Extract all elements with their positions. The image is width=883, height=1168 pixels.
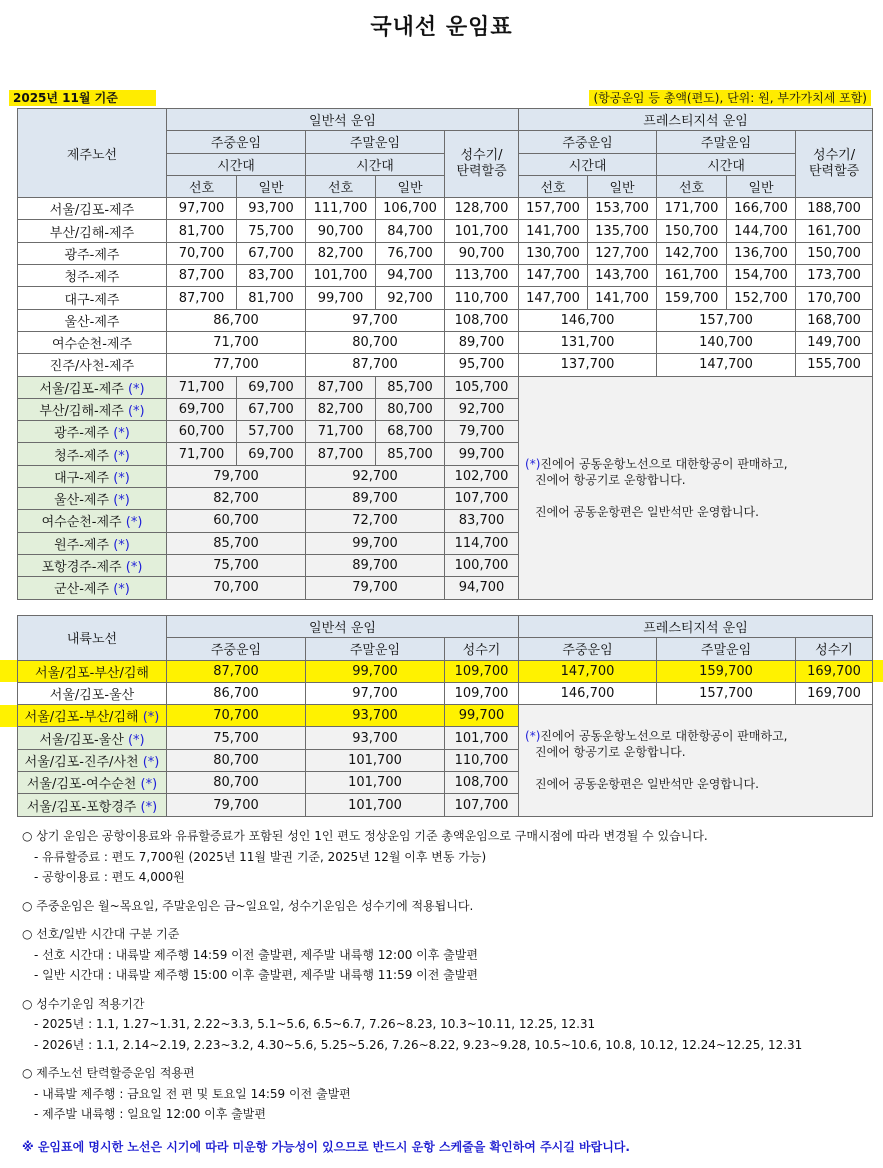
table-row [18, 705, 873, 727]
codeshare-mark: (*) [127, 404, 145, 419]
codeshare-note-line [525, 456, 866, 472]
fare-cell: 70,700 [167, 705, 306, 727]
fare-cell: 153,700 [588, 198, 657, 220]
note-subitem: - 내륙발 제주행 : 금요일 전 편 및 토요일 14:59 이전 출발편 [34, 1086, 351, 1101]
fare-cell: 80,700 [376, 398, 445, 420]
fare-cell: 128,700 [445, 198, 519, 220]
fare-cell: 70,700 [167, 242, 237, 264]
fare-cell: 110,700 [445, 749, 519, 771]
weekday-header: 주중운임 [519, 131, 657, 153]
fare-cell: 87,700 [167, 265, 237, 287]
weekend-header: 주말운임 [657, 131, 796, 153]
note-subitem: - 유류할증료 : 편도 7,700원 (2025년 11월 발권 기준, 2025년 12월 이후 변동 가능) [34, 849, 487, 864]
fare-cell: 157,700 [519, 198, 588, 220]
fare-cell: 80,700 [167, 749, 306, 771]
route-cell [18, 443, 167, 465]
note-subitem: - 2026년 : 1.1, 2.14~2.19, 2.23~3.2, 4.30~5.6, 5.25~5.26, 7.26~8.22, 9.23~9.28, 10.5~10.6, 10.8, 10.12, 12.24~12.25, 12.31 [34, 1037, 803, 1052]
fare-cell: 169,700 [796, 682, 873, 704]
fare-cell: 86,700 [167, 682, 306, 704]
general-header: 일반 [376, 175, 445, 197]
weekend-header: 주말운임 [306, 638, 445, 660]
fare-cell: 166,700 [727, 198, 796, 220]
route-cell [18, 265, 167, 287]
route-name: 청주-제주 [54, 448, 110, 464]
fare-cell: 69,700 [237, 376, 306, 398]
route-cell [18, 398, 167, 420]
table-row [18, 682, 873, 704]
fare-cell: 60,700 [167, 421, 237, 443]
fare-cell: 99,700 [306, 660, 445, 682]
fare-cell: 99,700 [445, 705, 519, 727]
fare-cell: 89,700 [306, 554, 445, 576]
fare-cell: 68,700 [376, 421, 445, 443]
route-name: 포항경주-제주 [41, 560, 122, 576]
route-name: 서울/김포-여수순천 [26, 777, 137, 793]
prestige-header: 프레스티지석 운임 [519, 616, 873, 638]
fare-cell: 140,700 [657, 331, 796, 353]
route-name: 대구-제주 [54, 470, 110, 486]
fare-cell: 102,700 [445, 465, 519, 487]
route-name: 울산-제주 [64, 314, 120, 330]
fare-cell: 106,700 [376, 198, 445, 220]
fare-cell: 161,700 [796, 220, 873, 242]
fare-cell: 69,700 [167, 398, 237, 420]
fare-cell: 173,700 [796, 265, 873, 287]
fare-cell: 143,700 [588, 265, 657, 287]
fare-cell: 127,700 [588, 242, 657, 264]
codeshare-mark: (*) [113, 426, 130, 442]
route-name: 여수순천-제주 [51, 337, 133, 353]
weekend-header: 주말운임 [306, 131, 445, 153]
domestic-fare-table [17, 615, 873, 817]
fare-cell: 142,700 [657, 242, 727, 264]
codeshare-mark: (*) [113, 582, 130, 598]
note-item: ○ 상기 운임은 공항이용료와 유류할증료가 포함된 성인 1인 편도 정상운임 기준 총액운임으로 구매시점에 따라 변경될 수 있습니다. [22, 829, 708, 843]
fare-cell: 90,700 [306, 220, 376, 242]
codeshare-note-line: 진에어 항공기로 운항합니다. [535, 745, 686, 760]
route-name: 부산/김해-제주 [49, 225, 135, 241]
route-cell [18, 309, 167, 331]
fare-cell: 71,700 [167, 331, 306, 353]
fare-cell: 147,700 [657, 354, 796, 376]
fare-cell: 157,700 [657, 682, 796, 704]
route-name: 서울/김포-부산/김해 [24, 710, 139, 726]
codeshare-note-line: 진에어 항공기로 운항합니다. [535, 472, 686, 487]
fare-cell: 80,700 [167, 772, 306, 794]
fare-cell: 150,700 [657, 220, 727, 242]
route-name: 군산-제주 [54, 582, 110, 598]
route-cell [18, 772, 167, 794]
economy-header: 일반석 운임 [167, 616, 519, 638]
note-item: ○ 제주노선 탄력할증운임 적용편 [22, 1066, 195, 1080]
fare-cell: 161,700 [657, 265, 727, 287]
fare-cell: 57,700 [237, 421, 306, 443]
weekday-header: 주중운임 [519, 638, 657, 660]
fare-cell: 75,700 [237, 220, 306, 242]
codeshare-note-text: 진에어 공동운항노선으로 대한항공이 판매하고, [540, 456, 788, 471]
fare-cell: 87,700 [306, 443, 376, 465]
table-row [18, 376, 873, 398]
codeshare-mark: (*) [127, 732, 145, 748]
fare-cell: 93,700 [306, 727, 445, 749]
codeshare-mark: (*) [113, 470, 130, 486]
fare-cell: 168,700 [796, 309, 873, 331]
codeshare-mark: (*) [525, 729, 541, 744]
route-cell [18, 727, 167, 749]
peak-flex-header: 성수기/ 탄력할증 [445, 131, 519, 198]
jeju-fare-table [17, 108, 873, 600]
codeshare-note-line [525, 728, 866, 744]
route-cell [18, 376, 167, 398]
note-subitem: - 2025년 : 1.1, 1.27~1.31, 2.22~3.3, 5.1~5.6, 6.5~6.7, 7.26~8.23, 10.3~10.11, 12.25, 12.31 [34, 1017, 596, 1031]
fare-cell: 97,700 [306, 682, 445, 704]
fare-cell: 87,700 [167, 287, 237, 309]
fare-cell: 85,700 [167, 532, 306, 554]
route-cell [18, 220, 167, 242]
route-name: 서울/김포-제주 [39, 381, 124, 397]
fare-cell: 159,700 [657, 287, 727, 309]
codeshare-mark: (*) [113, 537, 130, 553]
fare-cell: 147,700 [519, 660, 657, 682]
fare-cell: 81,700 [237, 287, 306, 309]
fare-cell: 154,700 [727, 265, 796, 287]
codeshare-mark: (*) [125, 515, 143, 531]
codeshare-mark: (*) [125, 560, 143, 576]
fare-cell: 71,700 [167, 376, 237, 398]
fare-cell: 82,700 [306, 242, 376, 264]
table-row [18, 265, 873, 287]
timeslot-header: 시간대 [657, 153, 796, 175]
route-name: 여수순천-제주 [41, 515, 122, 531]
fare-cell: 136,700 [727, 242, 796, 264]
route-name: 서울/김포-울산 [49, 688, 135, 704]
weekday-header: 주중운임 [167, 131, 306, 153]
note-item: ○ 주중운임은 월~목요일, 주말운임은 금~일요일, 성수기운임은 성수기에 적용됩니다. [22, 898, 474, 913]
route-cell [18, 794, 167, 816]
table-row [18, 354, 873, 376]
fare-cell: 93,700 [237, 198, 306, 220]
route-cell [18, 331, 167, 353]
timeslot-header: 시간대 [306, 153, 445, 175]
fare-cell: 147,700 [519, 287, 588, 309]
route-name: 광주-제주 [64, 247, 120, 263]
schedule-warning: ※ 운임표에 명시한 노선은 시기에 따라 미운항 가능성이 있으므로 반드시 운항 스케줄을 확인하여 주시길 바랍니다. [22, 1140, 630, 1154]
route-cell [18, 465, 167, 487]
codeshare-mark: (*) [113, 448, 130, 464]
fare-cell: 87,700 [167, 660, 306, 682]
route-cell [18, 660, 167, 682]
fare-cell: 70,700 [167, 577, 306, 599]
fare-cell: 75,700 [167, 554, 306, 576]
route-cell [18, 354, 167, 376]
note-gap [22, 888, 802, 896]
fare-cell: 94,700 [376, 265, 445, 287]
route-name: 진주/사천-제주 [49, 359, 135, 375]
note-gap [22, 916, 802, 924]
fare-cell: 99,700 [306, 532, 445, 554]
codeshare-mark: (*) [113, 493, 130, 509]
fare-cell: 111,700 [306, 198, 376, 220]
fare-cell: 94,700 [445, 577, 519, 599]
fare-cell: 80,700 [306, 331, 445, 353]
fare-cell: 101,700 [445, 727, 519, 749]
route-header: 내륙노선 [18, 616, 167, 661]
fare-cell: 85,700 [376, 376, 445, 398]
route-cell [18, 577, 167, 599]
route-name: 청주-제주 [64, 270, 120, 286]
weekend-header: 주말운임 [657, 638, 796, 660]
table-row [18, 198, 873, 220]
route-name: 서울/김포-진주/사천 [24, 754, 139, 770]
route-name: 서울/김포-울산 [39, 732, 124, 748]
fare-cell: 101,700 [306, 772, 445, 794]
fare-cell: 92,700 [306, 465, 445, 487]
codeshare-mark: (*) [140, 777, 158, 793]
fare-cell: 170,700 [796, 287, 873, 309]
fare-cell: 109,700 [445, 660, 519, 682]
fare-cell: 135,700 [588, 220, 657, 242]
route-name: 서울/김포-제주 [49, 203, 135, 219]
fare-cell: 114,700 [445, 532, 519, 554]
codeshare-mark: (*) [525, 456, 541, 471]
fare-cell: 85,700 [376, 443, 445, 465]
codeshare-mark: (*) [142, 754, 160, 770]
fare-cell: 137,700 [519, 354, 657, 376]
route-cell [18, 749, 167, 771]
general-header: 일반 [588, 175, 657, 197]
fare-cell: 60,700 [167, 510, 306, 532]
fare-cell: 157,700 [657, 309, 796, 331]
fare-cell: 77,700 [167, 354, 306, 376]
fare-cell: 113,700 [445, 265, 519, 287]
fare-cell: 87,700 [306, 376, 376, 398]
fare-cell: 171,700 [657, 198, 727, 220]
table-row [18, 331, 873, 353]
fare-cell: 101,700 [306, 265, 376, 287]
fare-cell: 72,700 [306, 510, 445, 532]
preferred-header: 선호 [167, 175, 237, 197]
route-header: 제주노선 [18, 109, 167, 198]
general-header: 일반 [727, 175, 796, 197]
route-cell [18, 705, 167, 727]
fare-cell: 67,700 [237, 242, 306, 264]
note-gap [22, 1055, 802, 1063]
fare-cell: 99,700 [306, 287, 376, 309]
fare-cell: 101,700 [306, 794, 445, 816]
fare-cell: 130,700 [519, 242, 588, 264]
table-row [18, 287, 873, 309]
route-cell [18, 554, 167, 576]
fare-cell: 82,700 [306, 398, 376, 420]
fare-cell: 75,700 [167, 727, 306, 749]
fare-cell: 131,700 [519, 331, 657, 353]
fare-cell: 95,700 [445, 354, 519, 376]
codeshare-mark: (*) [140, 799, 158, 815]
fare-cell: 79,700 [167, 465, 306, 487]
preferred-header: 선호 [519, 175, 588, 197]
fare-cell: 92,700 [376, 287, 445, 309]
route-name: 광주-제주 [54, 426, 110, 442]
route-cell [18, 242, 167, 264]
fare-cell: 100,700 [445, 554, 519, 576]
fare-cell: 146,700 [519, 309, 657, 331]
route-name: 부산/김해-제주 [39, 404, 124, 419]
fare-cell: 93,700 [306, 705, 445, 727]
preferred-header: 선호 [657, 175, 727, 197]
fare-notes [22, 826, 802, 1125]
codeshare-note-line: 진에어 공동운항편은 일반석만 운영합니다. [535, 777, 759, 792]
fare-cell: 79,700 [445, 421, 519, 443]
timeslot-header: 시간대 [167, 153, 306, 175]
route-cell [18, 532, 167, 554]
note-item: ○ 성수기운임 적용기간 [22, 996, 145, 1011]
fare-cell: 82,700 [167, 488, 306, 510]
fare-cell: 155,700 [796, 354, 873, 376]
codeshare-mark: (*) [127, 381, 145, 397]
fare-cell: 83,700 [445, 510, 519, 532]
preferred-header: 선호 [306, 175, 376, 197]
general-header: 일반 [237, 175, 306, 197]
fare-cell: 89,700 [445, 331, 519, 353]
fare-cell: 147,700 [519, 265, 588, 287]
fare-cell: 84,700 [376, 220, 445, 242]
prestige-header: 프레스티지석 운임 [519, 109, 873, 131]
fare-cell: 169,700 [796, 660, 873, 682]
fare-cell: 101,700 [306, 749, 445, 771]
fare-cell: 141,700 [588, 287, 657, 309]
fare-cell: 188,700 [796, 198, 873, 220]
route-name: 서울/김포-부산/김해 [35, 665, 149, 681]
note-subitem: - 일반 시간대 : 내륙발 제주행 15:00 이후 출발편, 제주발 내륙행 11:59 이전 출발편 [34, 968, 478, 982]
route-cell [18, 421, 167, 443]
fare-cell: 105,700 [445, 376, 519, 398]
fare-cell: 97,700 [306, 309, 445, 331]
route-cell [18, 682, 167, 704]
codeshare-note [519, 705, 873, 816]
fare-cell: 67,700 [237, 398, 306, 420]
fare-cell: 159,700 [657, 660, 796, 682]
note-subitem: - 제주발 내륙행 : 일요일 12:00 이후 출발편 [34, 1107, 266, 1121]
fare-cell: 97,700 [167, 198, 237, 220]
fare-cell: 71,700 [306, 421, 376, 443]
fare-cell: 149,700 [796, 331, 873, 353]
table-row [18, 660, 873, 682]
table-row [18, 309, 873, 331]
fare-cell: 110,700 [445, 287, 519, 309]
fare-cell: 87,700 [306, 354, 445, 376]
fare-cell: 89,700 [306, 488, 445, 510]
fare-cell: 71,700 [167, 443, 237, 465]
codeshare-mark: (*) [142, 710, 160, 726]
route-name: 원주-제주 [54, 537, 110, 553]
fare-cell: 108,700 [445, 772, 519, 794]
fare-cell: 79,700 [167, 794, 306, 816]
route-cell [18, 488, 167, 510]
fare-cell: 108,700 [445, 309, 519, 331]
codeshare-note-text: 진에어 공동운항노선으로 대한항공이 판매하고, [540, 729, 788, 744]
fare-cell: 109,700 [445, 682, 519, 704]
note-subitem: - 공항이용료 : 편도 4,000원 [34, 870, 185, 884]
fare-cell: 76,700 [376, 242, 445, 264]
peak-header: 성수기 [796, 638, 873, 660]
table-row [18, 242, 873, 264]
fare-cell: 81,700 [167, 220, 237, 242]
fare-cell: 79,700 [306, 577, 445, 599]
route-cell [18, 510, 167, 532]
peak-flex-header: 성수기/ 탄력할증 [796, 131, 873, 198]
route-name: 울산-제주 [54, 493, 110, 509]
fare-cell: 69,700 [237, 443, 306, 465]
fare-cell: 101,700 [445, 220, 519, 242]
fare-cell: 141,700 [519, 220, 588, 242]
fare-cell: 90,700 [445, 242, 519, 264]
route-name: 서울/김포-포항경주 [26, 799, 137, 815]
fare-cell: 99,700 [445, 443, 519, 465]
table-row [18, 220, 873, 242]
as-of-date: 2025년 11월 기준 [9, 90, 156, 106]
weekday-header: 주중운임 [167, 638, 306, 660]
unit-note: (항공운임 등 총액(편도), 단위: 원, 부가가치세 포함) [589, 90, 871, 106]
route-cell [18, 287, 167, 309]
route-name: 대구-제주 [64, 292, 120, 308]
codeshare-note-line: 진에어 공동운항편은 일반석만 운영합니다. [535, 504, 759, 519]
note-subitem: - 선호 시간대 : 내륙발 제주행 14:59 이전 출발편, 제주발 내륙행 12:00 이후 출발편 [34, 947, 478, 962]
peak-header: 성수기 [445, 638, 519, 660]
page-title: 국내선 운임표 [370, 15, 513, 40]
fare-cell: 83,700 [237, 265, 306, 287]
fare-cell: 107,700 [445, 794, 519, 816]
fare-cell: 107,700 [445, 488, 519, 510]
fare-cell: 144,700 [727, 220, 796, 242]
note-item: ○ 선호/일반 시간대 구분 기준 [22, 927, 180, 941]
economy-header: 일반석 운임 [167, 109, 519, 131]
timeslot-header: 시간대 [519, 153, 657, 175]
fare-cell: 86,700 [167, 309, 306, 331]
codeshare-note [519, 376, 873, 599]
fare-cell: 92,700 [445, 398, 519, 420]
fare-cell: 152,700 [727, 287, 796, 309]
fare-cell: 150,700 [796, 242, 873, 264]
note-gap [22, 986, 802, 994]
route-cell [18, 198, 167, 220]
fare-cell: 146,700 [519, 682, 657, 704]
